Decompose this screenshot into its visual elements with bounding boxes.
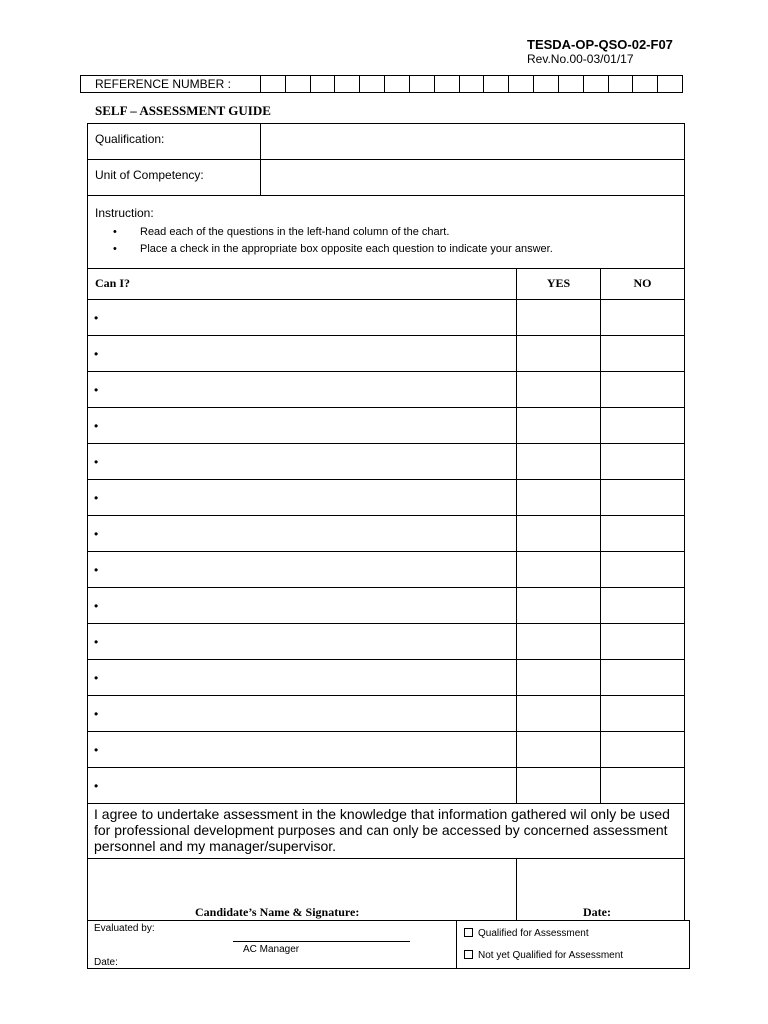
question-cell[interactable] [88, 624, 517, 659]
yes-checkbox-cell[interactable] [517, 336, 601, 371]
question-cell[interactable] [88, 444, 517, 479]
signature-date-label: Date: [583, 905, 611, 919]
form-code: TESDA-OP-QSO-02-F07 [527, 37, 673, 52]
unit-row [88, 160, 684, 196]
candidate-signature-label: Candidate’s Name & Signature: [195, 905, 360, 919]
bullet: • [94, 527, 99, 541]
yes-checkbox-cell[interactable] [517, 624, 601, 659]
yes-checkbox-cell[interactable] [517, 516, 601, 551]
bullet: • [94, 311, 99, 325]
yes-checkbox-cell[interactable] [517, 588, 601, 623]
yes-checkbox-cell[interactable] [517, 408, 601, 443]
yes-checkbox-cell[interactable] [517, 768, 601, 803]
reference-digit-box[interactable] [385, 76, 410, 92]
yes-checkbox-cell[interactable] [517, 480, 601, 515]
not-qualified-option[interactable] [464, 950, 623, 961]
bullet: • [94, 779, 99, 793]
unit-of-competency-field[interactable] [261, 160, 684, 195]
question-cell[interactable] [88, 552, 517, 587]
no-checkbox-cell[interactable] [601, 660, 684, 695]
reference-digit-box[interactable] [335, 76, 360, 92]
evaluation-box [87, 920, 690, 969]
reference-digit-box[interactable] [410, 76, 435, 92]
table-row [88, 696, 684, 732]
no-checkbox-cell[interactable] [601, 300, 684, 335]
no-column-header: NO [633, 276, 652, 290]
no-checkbox-cell[interactable] [601, 552, 684, 587]
reference-number-label: REFERENCE NUMBER : [81, 76, 261, 92]
signature-date-field[interactable] [517, 859, 684, 920]
reference-digit-box[interactable] [435, 76, 460, 92]
qualified-checkbox[interactable] [464, 928, 473, 937]
yes-checkbox-cell[interactable] [517, 444, 601, 479]
instruction-label: Instruction: [95, 206, 154, 220]
question-cell[interactable] [88, 480, 517, 515]
qualified-option[interactable] [464, 928, 589, 939]
reference-digit-box[interactable] [609, 76, 634, 92]
question-cell[interactable] [88, 372, 517, 407]
question-cell[interactable] [88, 660, 517, 695]
bullet: • [94, 743, 99, 757]
bullet: • [94, 491, 99, 505]
agreement-text: I agree to undertake assessment in the knowledge that information gathered wil only be used for professional development purposes and can only be accessed by concerned assessment personnel and my manager/supervisor. [88, 804, 684, 859]
no-checkbox-cell[interactable] [601, 516, 684, 551]
qualification-field[interactable] [261, 124, 684, 159]
bullet: • [94, 599, 99, 613]
question-cell[interactable] [88, 768, 517, 803]
signature-line [233, 941, 410, 942]
reference-number-row [80, 75, 683, 93]
ac-manager-label: AC Manager [243, 944, 300, 955]
reference-digit-box[interactable] [311, 76, 336, 92]
instruction-list [95, 224, 684, 258]
no-checkbox-cell[interactable] [601, 480, 684, 515]
evaluator-section [88, 921, 457, 968]
question-cell[interactable] [88, 408, 517, 443]
reference-digit-box[interactable] [286, 76, 311, 92]
yes-column-header: YES [517, 269, 601, 299]
reference-digit-box[interactable] [460, 76, 485, 92]
table-row [88, 588, 684, 624]
reference-digit-box[interactable] [261, 76, 286, 92]
reference-digit-box[interactable] [633, 76, 658, 92]
reference-digit-box[interactable] [584, 76, 609, 92]
no-checkbox-cell[interactable] [601, 768, 684, 803]
reference-digit-box[interactable] [360, 76, 385, 92]
reference-digit-box[interactable] [534, 76, 559, 92]
no-checkbox-cell[interactable] [601, 336, 684, 371]
bullet: • [94, 563, 99, 577]
table-row [88, 552, 684, 588]
revision-number: Rev.No.00-03/01/17 [527, 52, 634, 66]
not-qualified-checkbox[interactable] [464, 950, 473, 959]
question-cell[interactable] [88, 336, 517, 371]
qualification-row [88, 124, 684, 160]
question-cell[interactable] [88, 588, 517, 623]
yes-checkbox-cell[interactable] [517, 300, 601, 335]
table-header [88, 269, 684, 300]
no-checkbox-cell[interactable] [601, 372, 684, 407]
no-checkbox-cell[interactable] [601, 624, 684, 659]
no-checkbox-cell[interactable] [601, 732, 684, 767]
assessment-form [87, 123, 685, 921]
signature-row [88, 859, 684, 921]
table-row [88, 732, 684, 768]
table-row [88, 336, 684, 372]
no-checkbox-cell[interactable] [601, 696, 684, 731]
table-row [88, 408, 684, 444]
table-row [88, 516, 684, 552]
table-row [88, 660, 684, 696]
reference-digit-box[interactable] [484, 76, 509, 92]
evaluated-by-label: Evaluated by: [94, 923, 155, 934]
yes-checkbox-cell[interactable] [517, 660, 601, 695]
candidate-signature-field[interactable] [88, 859, 517, 920]
qualified-label: Qualified for Assessment [478, 928, 589, 939]
instruction-item: • Place a check in the appropriate box opposite each question to indicate your answer. [140, 241, 684, 258]
table-row [88, 300, 684, 336]
question-cell[interactable] [88, 516, 517, 551]
table-row [88, 624, 684, 660]
yes-checkbox-cell[interactable] [517, 372, 601, 407]
table-row [88, 768, 684, 804]
question-cell[interactable] [88, 732, 517, 767]
table-row [88, 480, 684, 516]
bullet: • [94, 347, 99, 361]
qualification-label: Qualification: [88, 124, 261, 159]
no-checkbox-cell[interactable] [601, 588, 684, 623]
yes-checkbox-cell[interactable] [517, 552, 601, 587]
reference-digit-box[interactable] [559, 76, 584, 92]
bullet: • [94, 383, 99, 397]
bullet: • [94, 707, 99, 721]
bullet: • [94, 671, 99, 685]
yes-checkbox-cell[interactable] [517, 732, 601, 767]
not-qualified-label: Not yet Qualified for Assessment [478, 950, 624, 961]
no-checkbox-cell[interactable] [601, 408, 684, 443]
no-checkbox-cell[interactable] [601, 444, 684, 479]
table-row [88, 372, 684, 408]
page-title: SELF – ASSESSMENT GUIDE [95, 103, 271, 118]
bullet: • [94, 635, 99, 649]
table-row [88, 444, 684, 480]
reference-digit-box[interactable] [658, 76, 682, 92]
instruction-item: • Read each of the questions in the left-hand column of the chart. [140, 224, 684, 241]
unit-of-competency-label: Unit of Competency: [88, 160, 261, 195]
instruction-block [88, 196, 684, 269]
bullet: • [94, 455, 99, 469]
evaluation-date-label: Date: [94, 957, 118, 968]
yes-checkbox-cell[interactable] [517, 696, 601, 731]
question-cell[interactable] [88, 696, 517, 731]
bullet: • [94, 419, 99, 433]
reference-digit-box[interactable] [509, 76, 534, 92]
qualification-options [457, 921, 689, 968]
question-cell[interactable] [88, 300, 517, 335]
question-column-header: Can I? [88, 269, 517, 299]
